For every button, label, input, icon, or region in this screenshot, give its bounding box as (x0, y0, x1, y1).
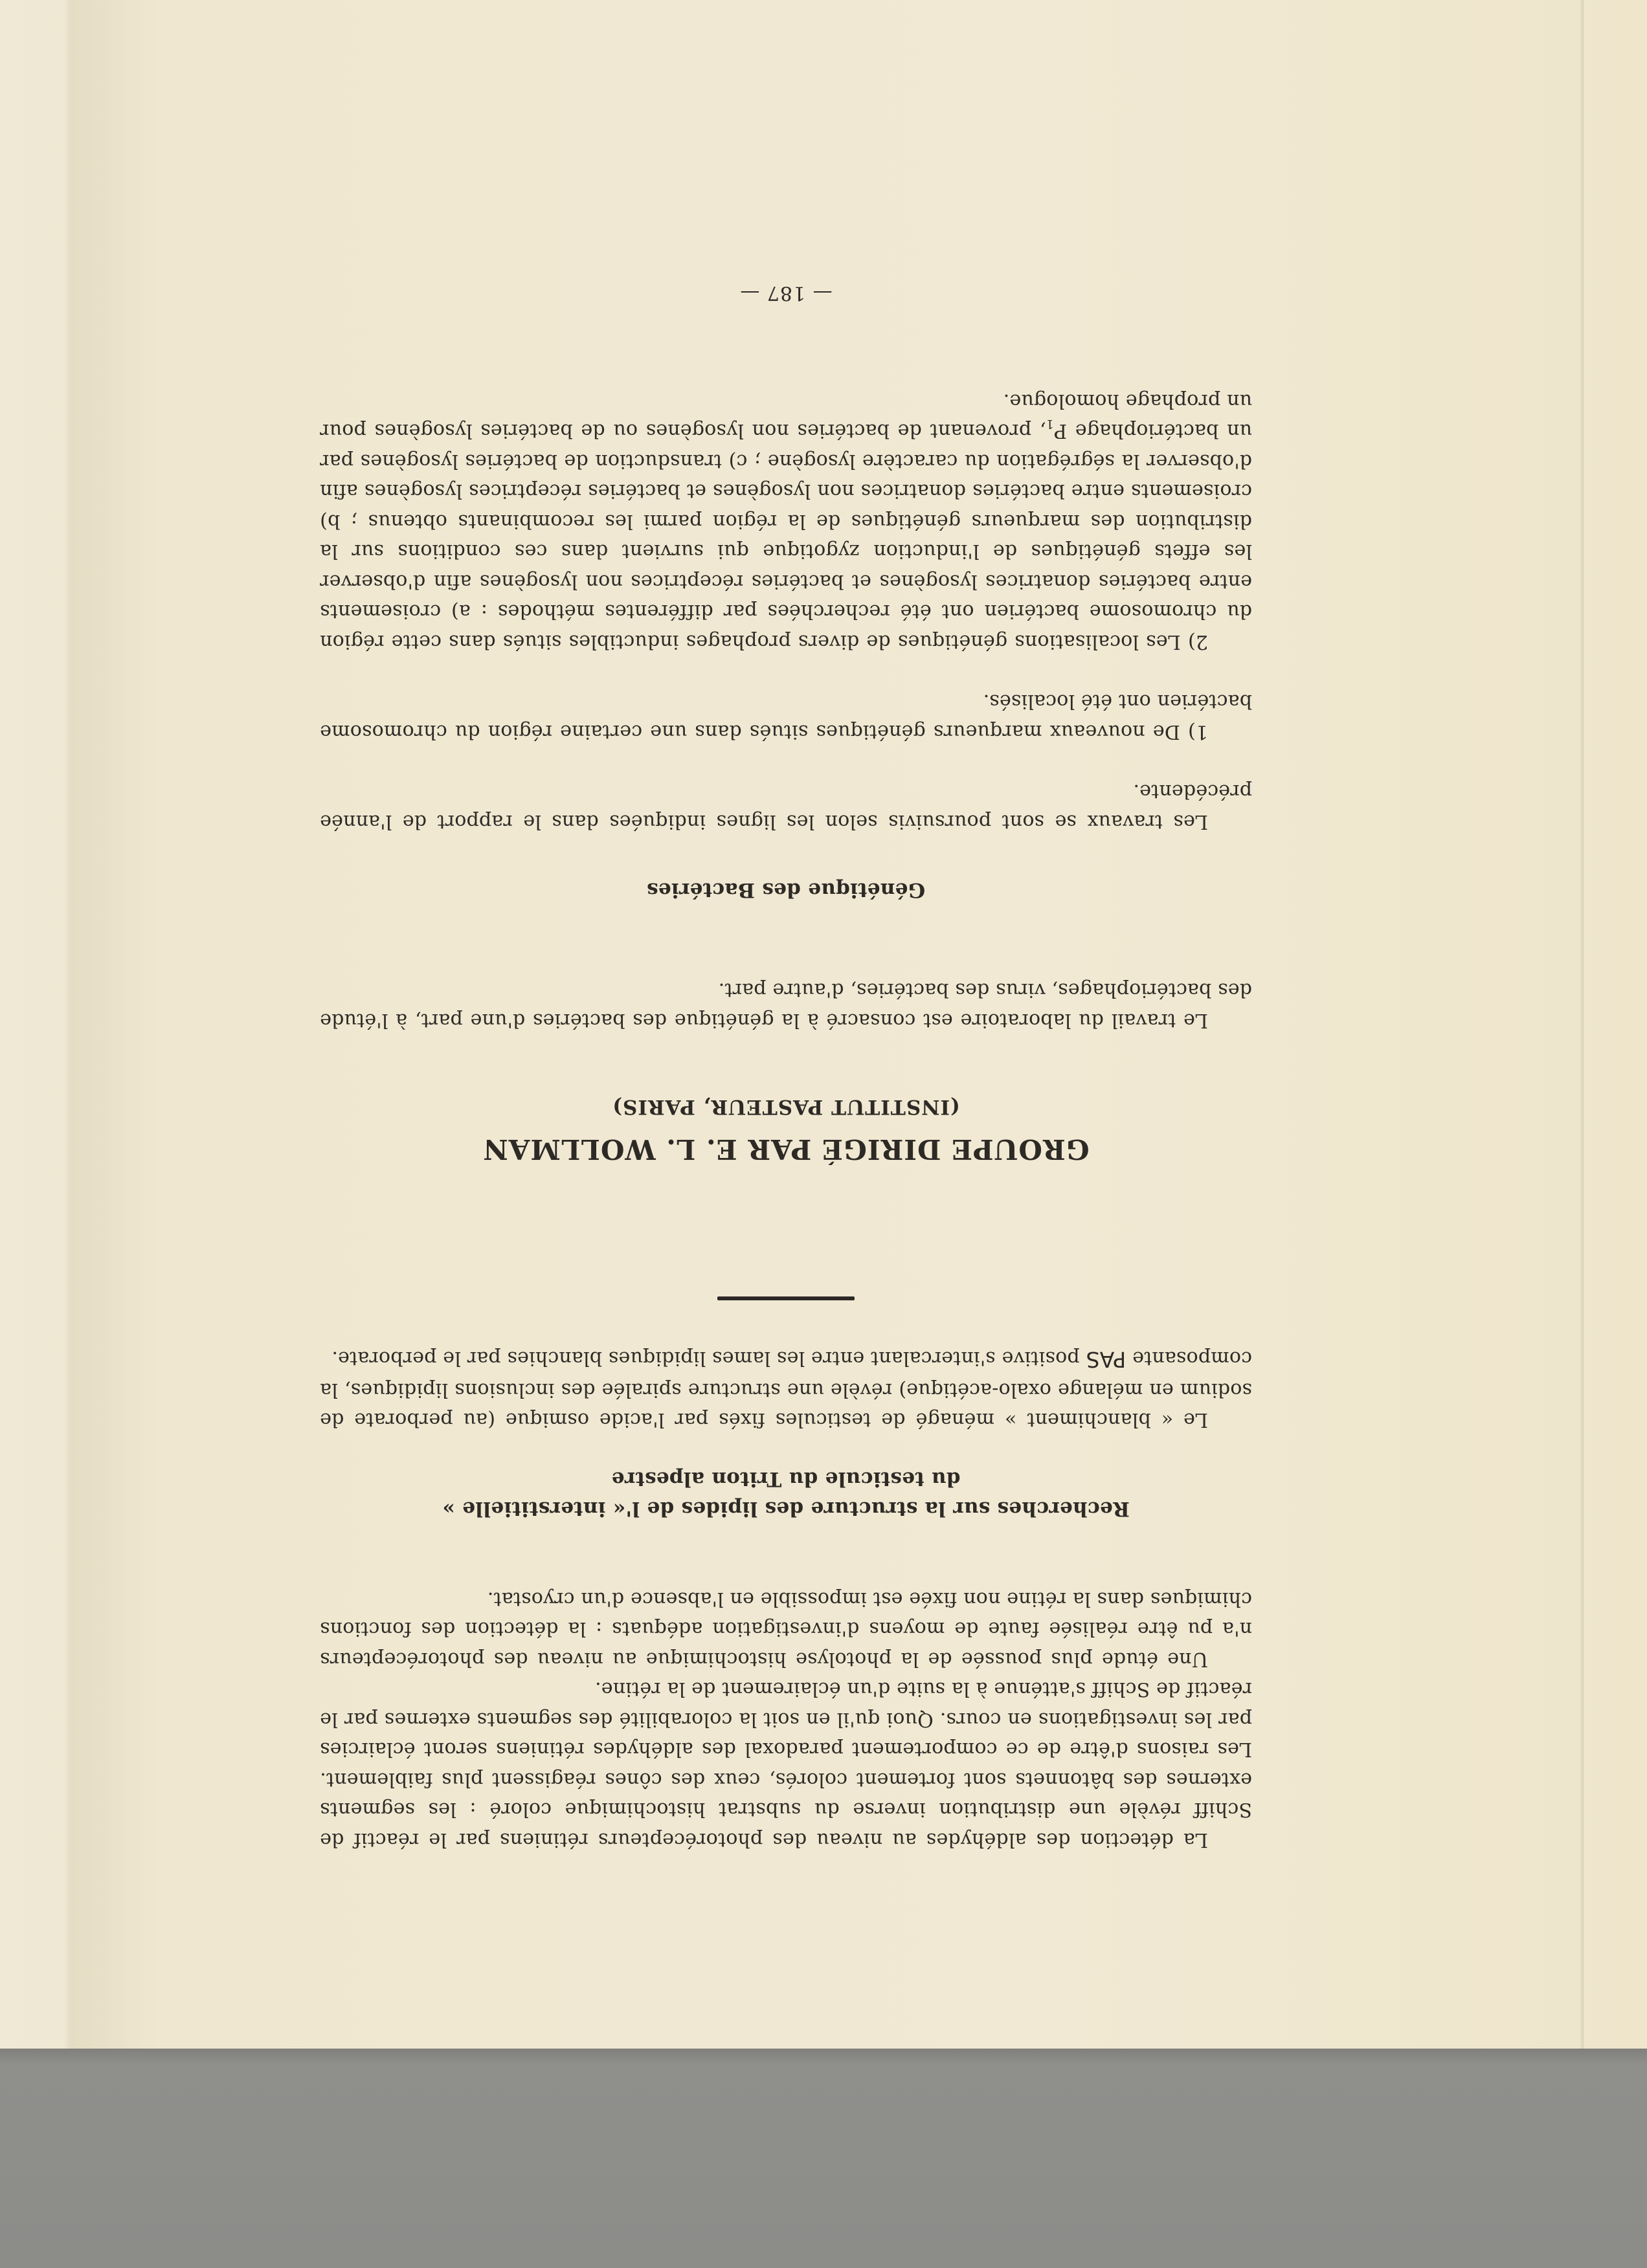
list-item-2-text-2: , provenant de bactéries non lysogènes ou de bactéries lysogènes pour un prophage homologue. (320, 390, 1252, 443)
paragraph-photolyse: Une étude plus poussée de la photolyse histochimique au niveau des photorécepteurs n'a pu être réalisée faute de moyens d'investigation adéquats : la détection des fonctions chimiques dans la rétine non fixée est impossible en l'absence d'un cryostat. (320, 1588, 1252, 1671)
list-item-1: 1) De nouveaux marqueurs génétiques situés dans une certaine région du chromosome bactérien ont été localisés. (320, 690, 1252, 743)
page-fold-shadow (1580, 0, 1584, 2049)
paragraph-blanchiment-text-2: positive s'intercalant entre les lames lipidiques blanchies par le perborate. (331, 1347, 1086, 1370)
section-heading-genetique: Génétique des Bactéries (646, 878, 926, 902)
group-institution: (INSTITUT PASTEUR, PARIS) (612, 1095, 960, 1118)
scanner-backdrop (0, 2045, 1647, 2268)
paragraph-aldehydes: La détection des aldéhydes au niveau des photorécepteurs rétiniens par le réactif de Schiff révèle une distribution inverse du substrat histochimique coloré : les segments externes des bâtonnets sont fortement colorés, ceux des cônes réagissent plus faiblement. Les raisons d'être de ce comportement paradoxal des aldéhydes rétiniens seront éclaircies par les investigations en cours. Quoi qu'il en soit la colorabilité des segments externes par le réactif de Schiff s'atténue à la suite d'un éclairement de la rétine. (320, 1678, 1252, 1851)
section-heading-lipides-line1: Recherches sur la structure des lipides de l'« interstitielle » (442, 1497, 1130, 1521)
page-number: — 187 — (739, 282, 833, 305)
paragraph-travaux: Les travaux se sont poursuivis selon les lignes indiquées dans le rapport de l'année précédente. (320, 780, 1252, 833)
section-retina (320, 1584, 1252, 1855)
section-lipides (320, 1343, 1252, 1524)
page-content (320, 278, 1252, 1854)
group-title: GROUPE DIRIGÉ PAR E. L. WOLLMAN (482, 1133, 1090, 1165)
section-heading-lipides-line2: du testicule du Triton alpestre (611, 1467, 961, 1491)
pas-abbreviation: PAS (1086, 1347, 1126, 1373)
paragraph-blanchiment (320, 1343, 1252, 1435)
paragraph-group-intro: Le travail du laboratoire est consacré à la génétique des bactéries d'une part, à l'étude des bactériophages, virus des bactéries, d'autre part. (320, 979, 1252, 1032)
section-separator-rule (717, 1296, 855, 1300)
paragraph-blanchiment-text-1: Le « blanchiment » ménagé de testicules fixés par l'acide osmique (au perborate de sodium en mélange oxalo-acétique) révèle une structure spiralée des inclusions lipidiques, la composante (320, 1347, 1252, 1432)
list-item-2 (320, 386, 1252, 657)
list-item-2-text-1: 2) Les localisations génétiques de divers prophages inductibles situés dans cette région du chromosome bactérien ont été recherchées par différentes méthodes : a) croisements entre bactéries donatrices lysogènes et bactéries réceptrices non lysogènes afin d'observer les effets génétiques de l'induction zygotique qui survient dans ces conditions sur la distribution des marqueurs génétiques de la région parmi les recombinants obtenus ; b) croisements entre bactéries donatrices non lysogènes et bactéries réceptrices lysogènes afin d'observer la ségrégation du caractère lysogène ; c) transduction de bactéries lysogènes par un bactériophage P (320, 419, 1252, 653)
section-genetique (320, 386, 1252, 906)
section-group-wollman (320, 975, 1252, 1167)
bacteriophage-subscript: 1 (1046, 417, 1054, 432)
